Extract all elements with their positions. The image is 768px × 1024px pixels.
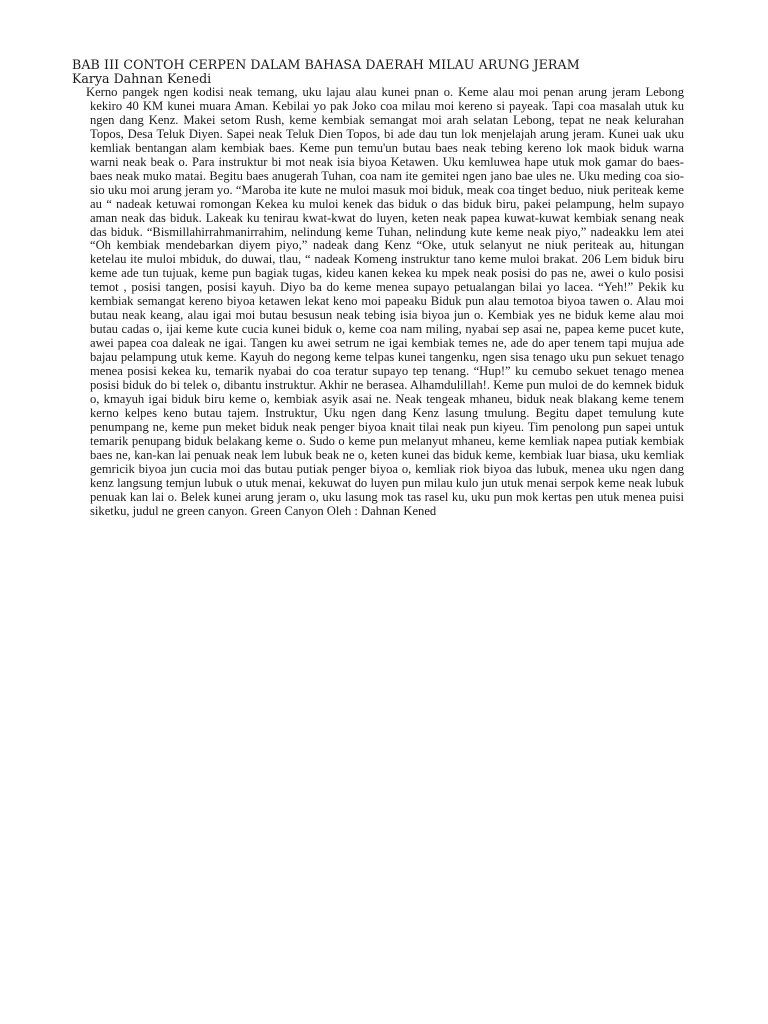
document-author: Karya Dahnan Kenedi [72, 71, 212, 86]
document-title: BAB III CONTOH CERPEN DALAM BAHASA DAERAH MILAU ARUNG JERAM [72, 57, 580, 72]
document-page [72, 57, 684, 519]
body-paragraph: Kerno pangek ngen kodisi neak temang, uku lajau alau kunei pnan o. Keme alau moi penan arung jeram Lebong kekiro 40 KM kunei muara Aman. Kebilai yo pak Joko coa milau moi kereno si payeak. Tapi coa masalah utuk ku ngen dang Kenz. Makei setom Rush, keme kembiak semangat moi arah selatan Lebong, tepat ne neak kelurahan Topos, Desa Teluk Diyen. Sapei neak Teluk Dien Topos, bi ade dau tun lok menjelajah arung jeram. Kunei uak uku kemliak bentangan alam kembiak baes. Keme pun temu'un butau baes neak tebing kereno lok maok biduk warna warni neak beak o. Para instruktur bi mot neak isia biyoa Ketawen. Uku kemluwea hape utuk mok gamar do baes-baes neak muko matai. Begitu baes anugerah Tuhan, coa nam ite gemitei ngen jano bae ules ne. Uku meding coa sio-sio uku moi arung jeram yo. “Maroba ite kute ne muloi masuk moi biduk, meak coa tinget beduo, niuk periteak keme au “ nadeak ketuwai romongan Kekea ku muloi kenek das biduk o das biduk biru, pakei pelampung, helm supayo aman neak das biduk. Lakeak ku tenirau kwat-kwat do luyen, keten neak papea kuwat-kuwat kembiak senang neak das biduk. “Bismillahirrahmanirrahim, nelindung keme Tuhan, nelindung kute keme neak piyo,” nadeakku lem atei “Oh kembiak mendebarkan diyem piyo,” nadeak dang Kenz “Oke, utuk selanyut ne niuk periteak au, hitungan ketelau ite muloi mbiduk, do duwai, tlau, “ nadeak Komeng instruktur tano keme muloi brakat. 206 Lem biduk biru keme ade tun tujuak, keme pun bagiak tugas, kideu kanen kekea ku mpek neak posisi do pas ne, awei o kulo posisi temot , posisi tangen, posisi kayuh. Diyo ba do keme menea supayo petualangan bilai yo lacea. “Yeh!” Pekik ku kembiak semangat kereno biyoa ketawen lekat keno moi papeaku Biduk pun alau temotoa biyoa tawen o. Alau moi butau neak keang, alau igai moi butau besusun neak tebing isia biyoa jun o. Kembiak yes ne biduk keme alau moi butau cadas o, ijai keme kute cucia kunei biduk o, keme coa nam miling, nyabai sep asai ne, papea keme pucet kute, awei papea coa daleak ne igai. Tangen ku awei setrum ne igai kembiak temes ne, ade do aper tenem tapi mujua ade bajau pelampung utuk keme. Kayuh do negong keme telpas kunei tangenku, ngen sisa tenago uku pun sekuet tenago menea posisi kekea ku, temarik nyabai do coa teratur supayo tep tenang. “Hup!” ku cemubo sekuet tenago menea posisi biduk do bi telek o, dibantu instruktur. Akhir ne berasea. Alhamdulillah!. Keme pun muloi de do kemnek biduk o, kmayuh igai biduk biru keme o, kembiak asyik asai ne. Neak tengeak mhaneu, biduk neak blakang keme tenem kerno kelpes keno butau tajem. Instruktur, Uku ngen dang Kenz lasung tmulung. Begitu dapet temulung kute penumpang ne, keme pun meket biduk neak penger biyoa knait tilai neak pun kiyeu. Tim penolong pun sapei untuk temarik penupang biduk belakang keme o. Sudo o keme pun melanyut mhaneu, keme kemliak napea putiak kembiak baes ne, kan-kan lai penuak neak lem lubuk beak ne o, keten kunei das biduk keme, kembiak luar biasa, uku kemliak gemricik biyoa jun cucia moi das butau putiak penger biyoa o, kemliak riok biyoa das lubuk, menea uku ngen dang kenz langsung temjun lubuk o utuk menai, kekuwat do luyen pun milau kulo jun utuk menai serpok keme neak lubuk penuak kan lai o. Belek kunei arung jeram o, uku lasung mok tas rasel ku, uku pun mok kertas pen utuk menea puisi siketku, judul ne green canyon. Green Canyon Oleh : Dahnan Kened [86, 85, 684, 518]
document-body [86, 85, 684, 519]
